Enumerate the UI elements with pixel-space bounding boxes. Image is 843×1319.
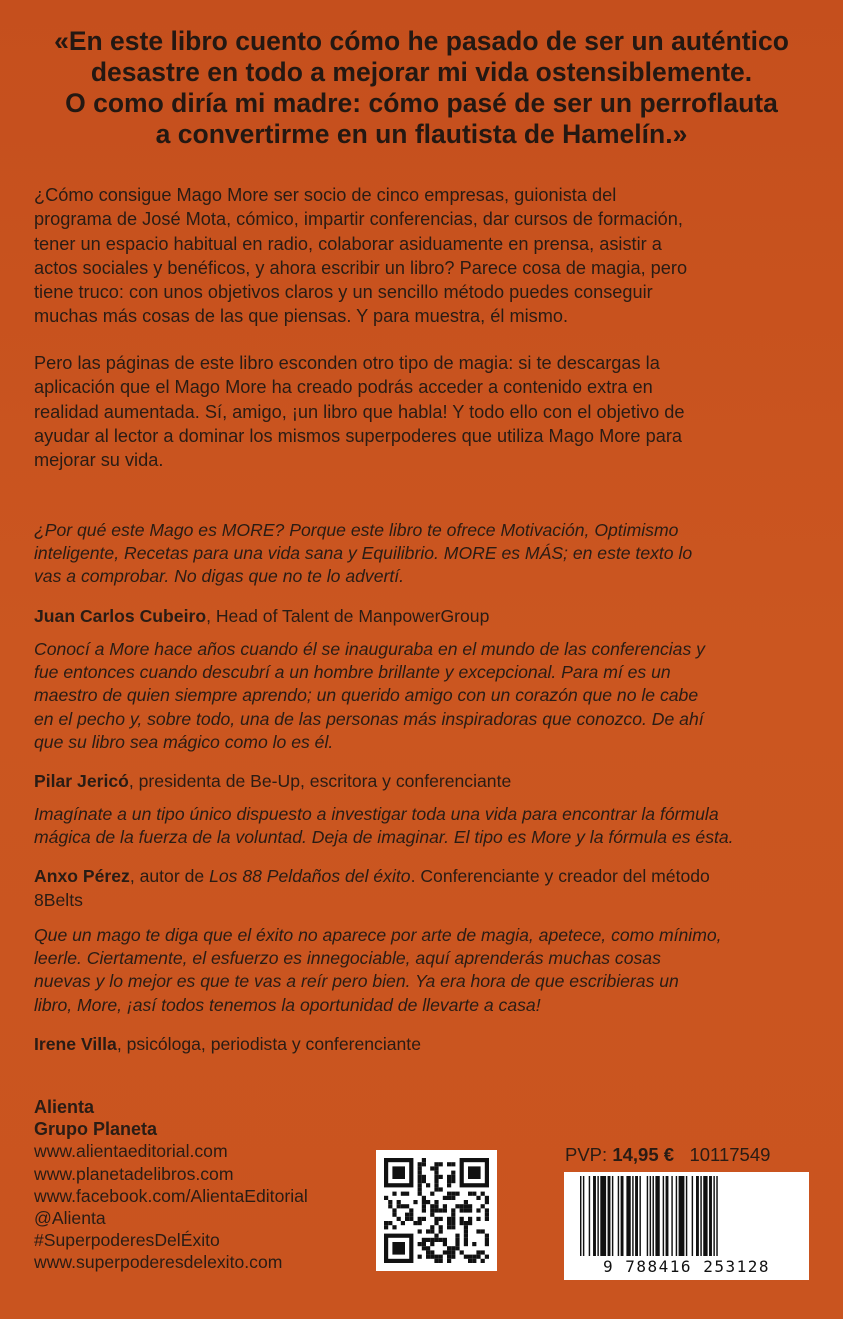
website-link[interactable]: www.superpoderesdelexito.com [34, 1252, 283, 1273]
author-name: Pilar Jericó [34, 771, 129, 792]
testimonial-perez [34, 803, 824, 912]
author-role: , autor de [129, 866, 210, 887]
testimonial-line: Que un mago te diga que el éxito no aparece por arte de magia, apetece, como mínimo, [34, 925, 722, 945]
testimonial-villa [34, 924, 824, 1056]
testimonial-line: en el pecho y, sobre todo, una de las personas más inspiradoras que conozco. De ahí [34, 708, 704, 729]
author-role: . Conferenciante y creador del método [410, 866, 710, 887]
author-name: Irene Villa [34, 1033, 117, 1054]
text-line: tiene truco: con unos objetivos claros y un sencillo método puedes conseguir [34, 282, 653, 303]
author-book-title: Los 88 Peldaños del éxito [209, 866, 411, 887]
text-line: realidad aumentada. Sí, amigo, ¡un libro que habla! Y todo ello con el objetivo de [34, 401, 685, 422]
product-code: 10117549 [689, 1144, 771, 1165]
isbn-barcode [564, 1172, 809, 1280]
quote-line: desastre en todo a mejorar mi vida ostensiblemente. [90, 57, 753, 87]
qr-code-graphic [376, 1150, 497, 1271]
text-line: tener un espacio habitual en radio, colaborar asiduamente en prensa, asistir a [34, 233, 662, 254]
synopsis-paragraph-2 [34, 351, 814, 472]
testimonial-author [34, 1033, 824, 1056]
testimonial-line: vas a comprobar. No digas que no te lo advertí. [34, 566, 405, 587]
author-role: , presidenta de Be-Up, escritora y conferenciante [128, 771, 512, 792]
quote-line: O como diría mi madre: cómo pasé de ser un perroflauta [65, 88, 778, 118]
author-role-line2: 8Belts [34, 889, 83, 910]
testimonial-line: leerle. Ciertamente, el esfuerzo es innegociable, aquí aprenderás muchas cosas [34, 948, 661, 969]
hashtag[interactable]: #SuperpoderesDelÉxito [34, 1230, 220, 1251]
testimonial-author [34, 605, 824, 628]
barcode-bars [564, 1176, 809, 1260]
publisher-group: Grupo Planeta [34, 1119, 158, 1140]
barcode-number: 9 788416 253128 [603, 1257, 770, 1276]
author-role: , psicóloga, periodista y conferenciante [116, 1033, 421, 1054]
social-handle[interactable]: @Alienta [34, 1208, 106, 1229]
testimonial-line: ¿Por qué este Mago es MORE? Porque este libro te ofrece Motivación, Optimismo [34, 520, 679, 540]
testimonial-line: maestro de quien siempre aprendo; un querido amigo con un corazón que no le cabe [34, 685, 699, 706]
text-line: actos sociales y benéficos, y ahora escribir un libro? Parece cosa de magia, pero [34, 257, 688, 278]
quote-line: a convertirme en un flautista de Hamelín.» [155, 119, 688, 149]
testimonial-line: fue entonces cuando descubrí a un hombre brillante y excepcional. Para mí es un [34, 662, 671, 683]
testimonial-line: Imagínate a un tipo único dispuesto a investigar toda una vida para encontrar la fórmula [34, 804, 719, 824]
text-line: muchas más cosas de las que piensas. Y para muestra, él mismo. [34, 306, 569, 327]
publisher-brand: Alienta [34, 1097, 95, 1117]
author-name: Anxo Pérez [34, 866, 130, 887]
price-amount: 14,95 € [612, 1144, 675, 1165]
testimonial-line: mágica de la fuerza de la voluntad. Deja de imaginar. El tipo es More y la fórmula es ésta. [34, 827, 734, 848]
price-line [565, 1144, 770, 1166]
synopsis-paragraph-1 [34, 183, 814, 329]
text-line: mejorar su vida. [34, 450, 164, 471]
testimonial-cubeiro [34, 519, 824, 628]
facebook-link[interactable]: www.facebook.com/AlientaEditorial [34, 1185, 308, 1206]
testimonial-author [34, 865, 824, 888]
text-line: ayudar al lector a dominar los mismos superpoderes que utiliza Mago More para [34, 425, 682, 446]
quote-line: «En este libro cuento cómo he pasado de ser un auténtico [54, 26, 789, 56]
testimonial-line: nuevas y lo mejor es que te vas a reír pero bien. Ya era hora de que escribieras un [34, 971, 679, 992]
author-role: , Head of Talent de ManpowerGroup [206, 605, 490, 626]
headline-quote [20, 26, 823, 150]
website-link[interactable]: www.planetadelibros.com [34, 1163, 234, 1184]
price-label: PVP: [565, 1144, 613, 1165]
text-line: programa de José Mota, cómico, impartir conferencias, dar cursos de formación, [34, 209, 683, 230]
text-line: ¿Cómo consigue Mago More ser socio de cinco empresas, guionista del [34, 185, 617, 205]
testimonial-line: que su libro sea mágico como lo es él. [34, 731, 334, 752]
text-line: Pero las páginas de este libro esconden otro tipo de magia: si te descargas la [34, 353, 660, 373]
publisher-imprint [34, 1096, 308, 1274]
testimonial-line: libro, More, ¡así todos tenemos la oportunidad de llevarte a casa! [34, 994, 541, 1015]
qr-code-icon[interactable] [376, 1150, 497, 1271]
website-link[interactable]: www.alientaeditorial.com [34, 1141, 228, 1162]
testimonial-line: Conocí a More hace años cuando él se inauguraba en el mundo de las conferencias y [34, 639, 705, 659]
testimonial-jerico [34, 638, 824, 793]
author-name: Juan Carlos Cubeiro [34, 605, 207, 626]
testimonial-author [34, 770, 824, 793]
testimonial-line: inteligente, Recetas para una vida sana y Equilibrio. MORE es MÁS; en este texto lo [34, 543, 693, 564]
text-line: aplicación que el Mago More ha creado podrás acceder a contenido extra en [34, 377, 653, 398]
